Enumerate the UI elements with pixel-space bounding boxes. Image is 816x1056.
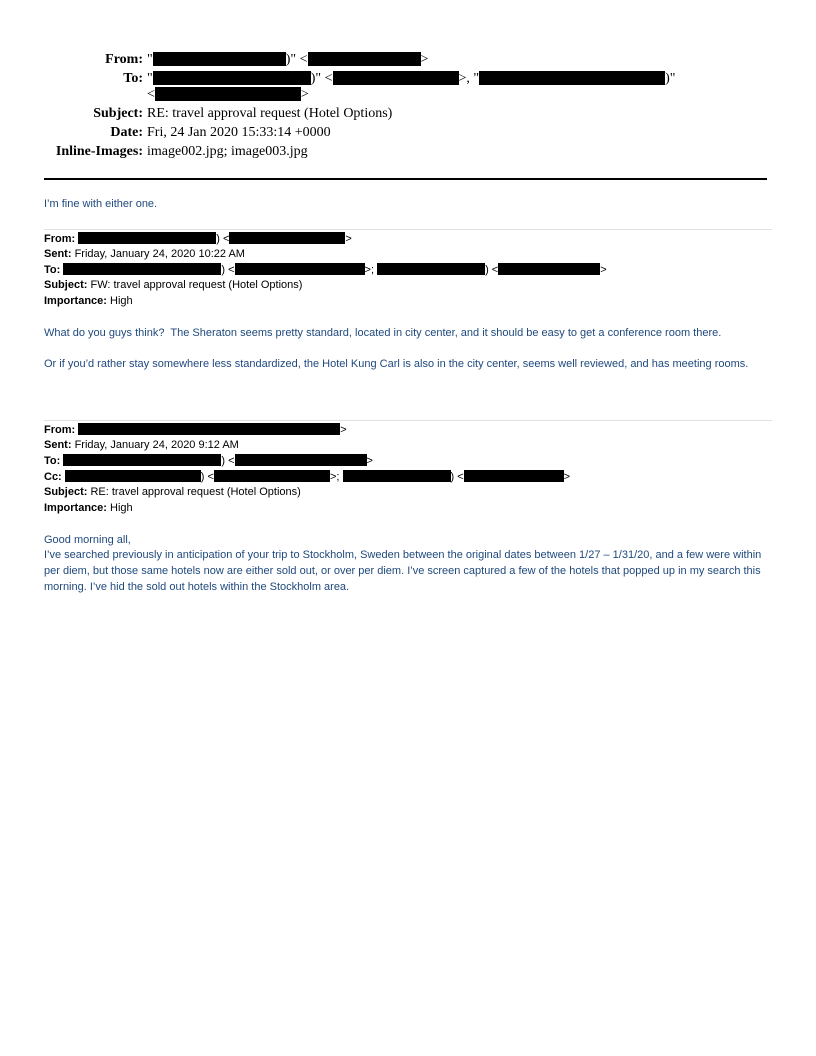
msg1-to-label: To: bbox=[44, 264, 61, 276]
msg2-to-row: To: ) < > bbox=[44, 455, 373, 467]
header-subject-value: RE: travel approval request (Hotel Options) bbox=[147, 106, 393, 121]
msg2-greeting: Good morning all, bbox=[44, 534, 131, 546]
redaction bbox=[498, 263, 600, 275]
msg1-paragraph-1: What do you guys think? The Sheraton seems pretty standard, located in city center, and it should be easy to get a conference room there. bbox=[44, 327, 722, 339]
header-date-row bbox=[0, 123, 816, 142]
msg2-importance-row bbox=[44, 501, 133, 517]
msg2-body: I’ve searched previously in anticipation of your trip to Stockholm, Sweden between the original dates between 1/27 – 1/31/20, and a few were within per diem, but those same hotels now are either sold out, or over per diem. I’ve screen captured a few of the hotels that popped up in my search this morning. I’ve hid the sold out hotels within the Stockholm area. bbox=[44, 549, 762, 593]
redaction bbox=[78, 423, 340, 435]
msg2-subject-value: RE: travel approval request (Hotel Options) bbox=[90, 486, 301, 498]
msg1-sent-label: Sent: bbox=[44, 248, 72, 260]
header-subject-row bbox=[0, 104, 816, 123]
reply-body: I’m fine with either one. bbox=[44, 198, 158, 210]
redaction bbox=[308, 52, 421, 66]
header-from-value: " )" < > bbox=[147, 52, 429, 67]
msg1-sent-value: Friday, January 24, 2020 10:22 AM bbox=[74, 248, 245, 260]
redaction bbox=[333, 71, 459, 85]
msg1-importance-value: High bbox=[110, 295, 133, 307]
redaction bbox=[155, 87, 301, 101]
header-subject-label: Subject: bbox=[93, 106, 143, 121]
header-inline-images-row bbox=[0, 142, 816, 161]
redaction bbox=[464, 470, 564, 482]
email-header bbox=[0, 50, 816, 165]
redaction bbox=[479, 71, 665, 85]
msg2-importance-value: High bbox=[110, 502, 133, 514]
msg2-from-label: From: bbox=[44, 424, 76, 436]
msg2-subject-label: Subject: bbox=[44, 486, 88, 498]
redaction bbox=[343, 470, 451, 482]
header-date-label: Date: bbox=[110, 125, 143, 140]
header-divider bbox=[44, 178, 767, 180]
msg2-sent-label: Sent: bbox=[44, 439, 72, 451]
msg1-from-label: From: bbox=[44, 233, 76, 245]
msg1-importance-label: Importance: bbox=[44, 295, 107, 307]
redaction bbox=[235, 263, 365, 275]
msg1-subject-value: FW: travel approval request (Hotel Options) bbox=[90, 279, 303, 291]
msg2-subject-row bbox=[44, 485, 301, 501]
header-date-value: Fri, 24 Jan 2020 15:33:14 +0000 bbox=[147, 125, 331, 140]
msg2-importance-label: Importance: bbox=[44, 502, 107, 514]
msg1-subject-label: Subject: bbox=[44, 279, 88, 291]
redaction bbox=[377, 263, 485, 275]
header-to-row-cont bbox=[0, 85, 816, 104]
message-separator bbox=[44, 420, 772, 421]
msg1-sent-row bbox=[44, 247, 245, 263]
msg1-subject-row bbox=[44, 278, 302, 294]
msg2-from-row: From: > bbox=[44, 424, 347, 436]
msg2-sent-value: Friday, January 24, 2020 9:12 AM bbox=[74, 439, 239, 451]
header-to-label: To: bbox=[123, 71, 143, 86]
msg1-paragraph-2: Or if you’d rather stay somewhere less standardized, the Hotel Kung Carl is also in the city center, seems well reviewed, and has meeting rooms. bbox=[44, 358, 749, 370]
redaction bbox=[153, 71, 311, 85]
redaction bbox=[65, 470, 201, 482]
header-inline-images-value: image002.jpg; image003.jpg bbox=[147, 144, 308, 159]
message-separator bbox=[44, 229, 772, 230]
redaction bbox=[229, 232, 345, 244]
header-to-value-cont: < > bbox=[147, 87, 309, 102]
msg1-from-row: From: ) < > bbox=[44, 233, 352, 245]
msg2-to-label: To: bbox=[44, 455, 61, 467]
redaction bbox=[214, 470, 330, 482]
redaction bbox=[63, 454, 221, 466]
header-to-value: " )" < >, " )" bbox=[147, 71, 676, 86]
redaction bbox=[63, 263, 221, 275]
msg2-cc-row: Cc: ) < >; ) < > bbox=[44, 471, 571, 483]
redaction bbox=[235, 454, 367, 466]
redaction bbox=[153, 52, 286, 66]
header-from-row bbox=[0, 50, 816, 69]
msg1-importance-row bbox=[44, 294, 133, 310]
msg2-sent-row bbox=[44, 438, 239, 454]
msg1-to-row: To: ) < >; ) < > bbox=[44, 264, 607, 276]
header-from-label: From: bbox=[105, 52, 143, 67]
header-inline-images-label: Inline-Images: bbox=[55, 144, 143, 159]
msg2-cc-label: Cc: bbox=[44, 471, 62, 483]
redaction bbox=[78, 232, 216, 244]
